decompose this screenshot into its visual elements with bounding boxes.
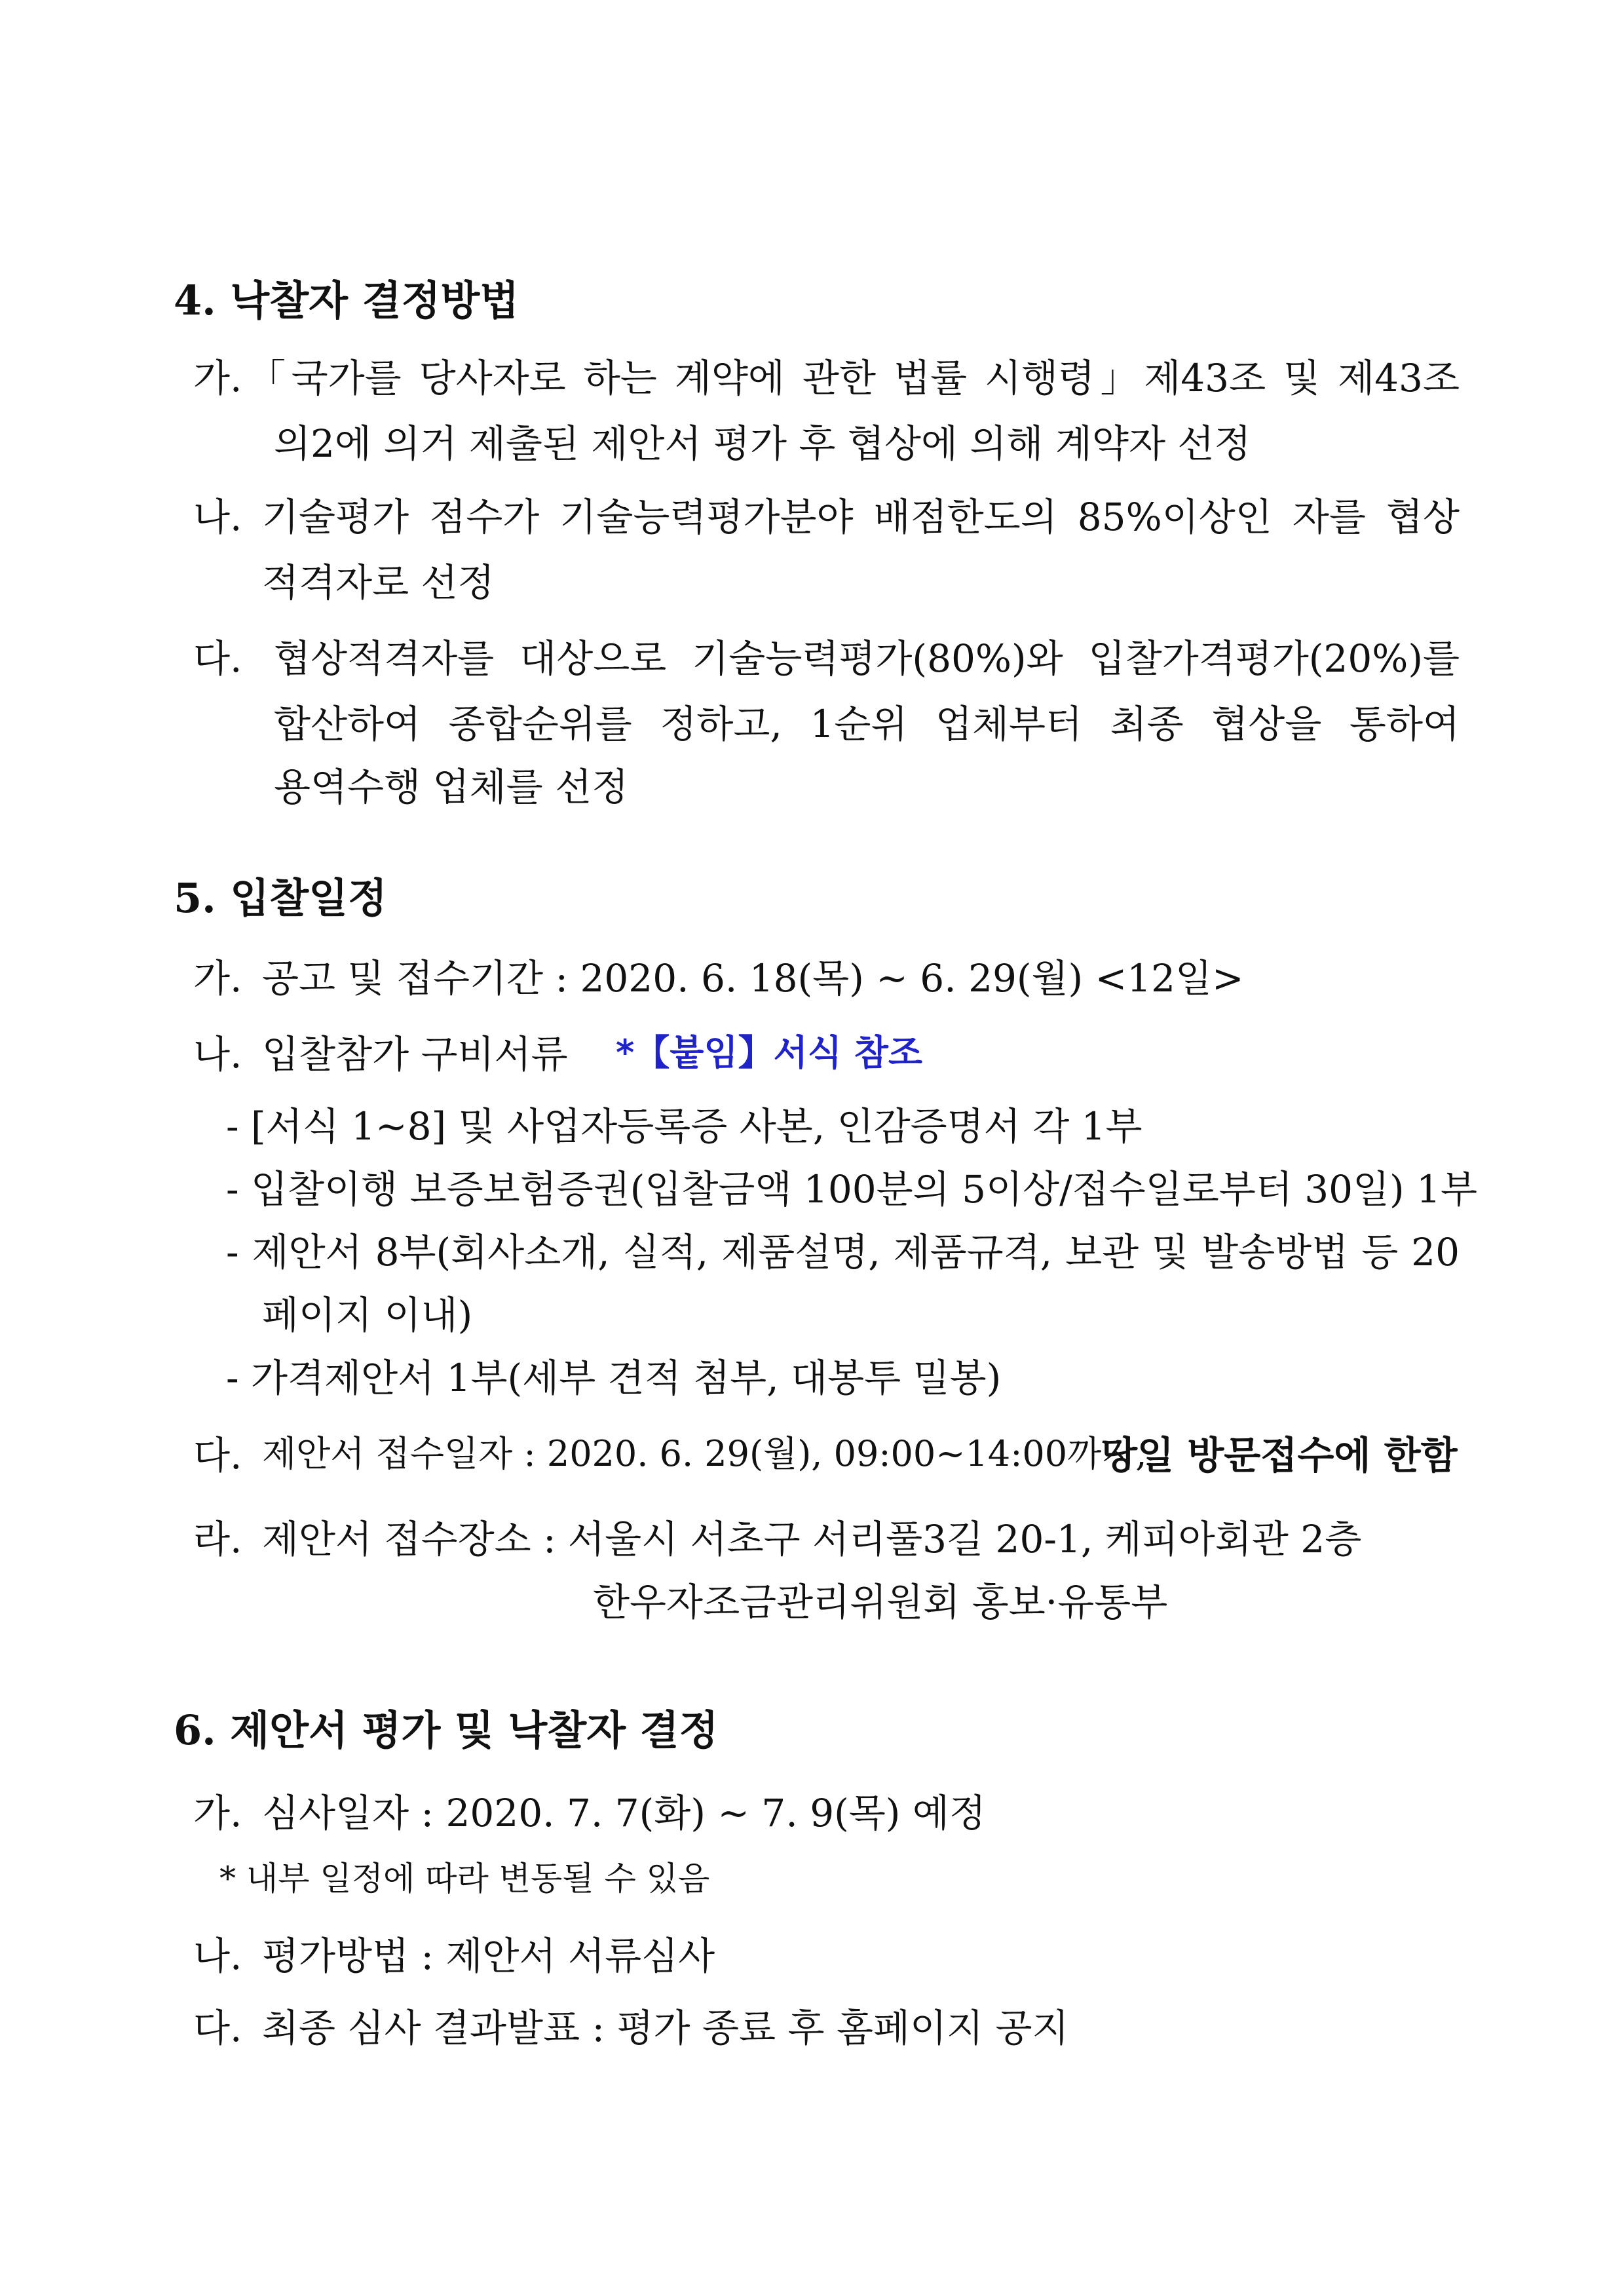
section-6-item-c-marker: 다. [193, 2006, 242, 2050]
section-6-item-a-text: 심사일자 : 2020. 7. 7(화) ~ 7. 9(목) 예정 [262, 1791, 986, 1835]
section-6-item-b-marker: 나. [193, 1934, 242, 1978]
section-4-item-a-line-1: 「국가를 당사자로 하는 계약에 관한 법률 시행령」제43조 및 제43조 [248, 356, 1460, 400]
section-6-heading: 6. 제안서 평가 및 낙찰자 결정 [174, 1706, 719, 1754]
section-4-item-c-line-2: 합산하여 종합순위를 정하고, 1순위 업체부터 최종 협상을 통하여 [274, 702, 1460, 746]
section-4-item-c-line-1: 협상적격자를 대상으로 기술능력평가(80%)와 입찰가격평가(20%)를 [274, 636, 1460, 681]
section-5-item-d-line-1: 제안서 접수장소 : 서울시 서초구 서리풀3길 20-1, 케피아회관 2층 [262, 1517, 1362, 1561]
section-4-item-c-marker: 다. [193, 636, 242, 681]
section-5-item-d-line-2: 한우자조금관리위원회 홍보·유통부 [593, 1580, 1168, 1624]
section-4-item-c-line-3: 용역수행 업체를 선정 [274, 765, 629, 809]
attachment-note: *【붙임】서식 참조 [616, 1032, 923, 1073]
doc-item-3: - 제안서 8부(회사소개, 실적, 제품설명, 제품규격, 보관 및 발송방법 등 20 [226, 1230, 1460, 1274]
section-6-item-b-text: 평가방법 : 제안서 서류심사 [262, 1934, 715, 1978]
section-5-item-b-marker: 나. [193, 1032, 242, 1077]
doc-item-3-continued: 페이지 이내) [262, 1293, 473, 1337]
section-5-item-c-text: 제안서 접수일자 : 2020. 6. 29(월), 09:00~14:00까지, [262, 1433, 1147, 1474]
section-5-heading: 5. 입찰일정 [174, 874, 387, 922]
section-6-item-c-text: 최종 심사 결과발표 : 평가 종료 후 홈페이지 공지 [262, 2006, 1069, 2050]
section-5-item-c-marker: 다. [193, 1433, 242, 1478]
section-5-item-a-marker: 가. [193, 956, 242, 1001]
visit-only-notice: 당일 방문접수에 한함 [1101, 1433, 1458, 1478]
section-4-item-a-line-2: 의2에 의거 제출된 제안서 평가 후 협상에 의해 계약자 선정 [274, 421, 1251, 466]
doc-item-2: - 입찰이행 보증보험증권(입찰금액 100분의 5이상/접수일로부터 30일) 1부 [226, 1167, 1478, 1212]
section-4-item-b-line-2: 적격자로 선정 [262, 560, 495, 605]
section-4-item-b-line-1: 기술평가 점수가 기술능력평가분야 배점한도의 85%이상인 자를 협상 [262, 495, 1460, 539]
doc-item-1: - [서식 1~8] 및 사업자등록증 사본, 인감증명서 각 1부 [226, 1104, 1142, 1149]
section-4-item-a-marker: 가. [193, 356, 242, 400]
doc-item-4: - 가격제안서 1부(세부 견적 첨부, 대봉투 밀봉) [226, 1356, 1002, 1400]
section-6-item-a-marker: 가. [193, 1791, 242, 1835]
schedule-change-note: * 내부 일정에 따라 변동될 수 있음 [219, 1860, 710, 1898]
section-5-item-b-text: 입찰참가 구비서류 [262, 1032, 568, 1077]
section-5-item-a-text: 공고 및 접수기간 : 2020. 6. 18(목) ~ 6. 29(월) <12일> [262, 956, 1244, 1001]
section-5-item-d-marker: 라. [193, 1517, 242, 1561]
section-4-heading: 4. 낙찰자 결정방법 [174, 277, 519, 324]
section-4-item-b-marker: 나. [193, 495, 242, 539]
